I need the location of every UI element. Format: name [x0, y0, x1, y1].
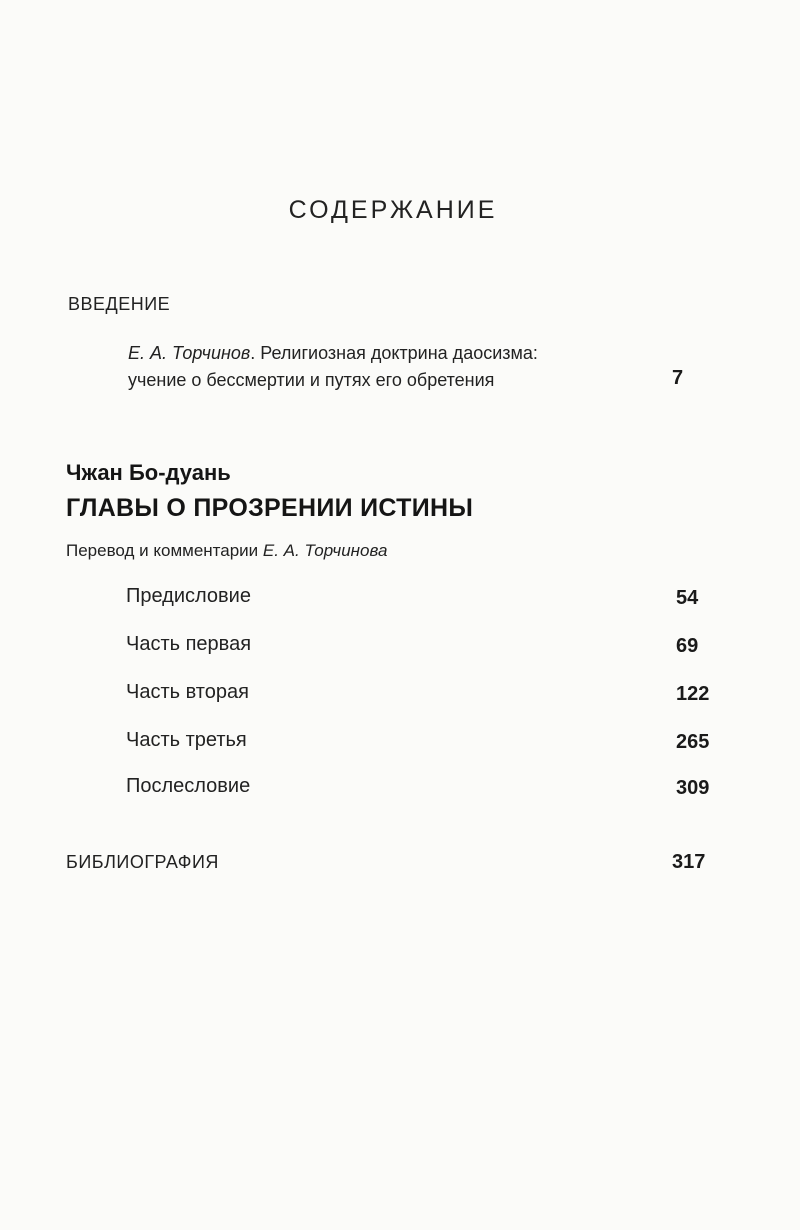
intro-entry-page-number: 7	[672, 367, 684, 389]
toc-row-part-three	[126, 729, 716, 759]
introduction-entry	[128, 340, 538, 394]
page-title: СОДЕРЖАНИЕ	[288, 196, 498, 224]
toc-row-label: Предисловие	[126, 585, 251, 607]
intro-entry-title-line2: учение о бессмертии и путях его обретения	[128, 370, 495, 390]
toc-row-page-number: 54	[676, 587, 699, 609]
toc-row-page-number: 69	[676, 635, 699, 657]
toc-row-part-two	[126, 681, 716, 711]
book-title: ГЛАВЫ О ПРОЗРЕНИИ ИСТИНЫ	[66, 494, 474, 522]
introduction-heading: ВВЕДЕНИЕ	[68, 294, 171, 314]
toc-row-label: Часть вторая	[126, 681, 249, 703]
toc-row-afterword	[126, 775, 716, 805]
intro-entry-title-line1: . Религиозная доктрина даосизма:	[250, 343, 538, 363]
translator-name: Е. А. Торчинова	[262, 541, 388, 560]
book-author: Чжан Бо-дуань	[66, 460, 231, 485]
toc-row-page-number: 265	[676, 731, 710, 753]
bibliography-heading: БИБЛИОГРАФИЯ	[66, 852, 219, 872]
toc-row-label: Часть первая	[126, 633, 252, 655]
toc-row-page-number: 309	[676, 777, 710, 799]
translation-credit	[66, 541, 387, 561]
toc-row-page-number: 122	[676, 683, 710, 705]
translation-prefix: Перевод и комментарии	[66, 541, 263, 560]
toc-row-part-one	[126, 633, 716, 663]
intro-entry-author: Е. А. Торчинов	[128, 343, 251, 363]
toc-row-label: Послесловие	[126, 775, 251, 797]
toc-row-preface	[126, 585, 716, 615]
bibliography-page-number: 317	[672, 851, 706, 873]
toc-row-label: Часть третья	[126, 729, 247, 751]
